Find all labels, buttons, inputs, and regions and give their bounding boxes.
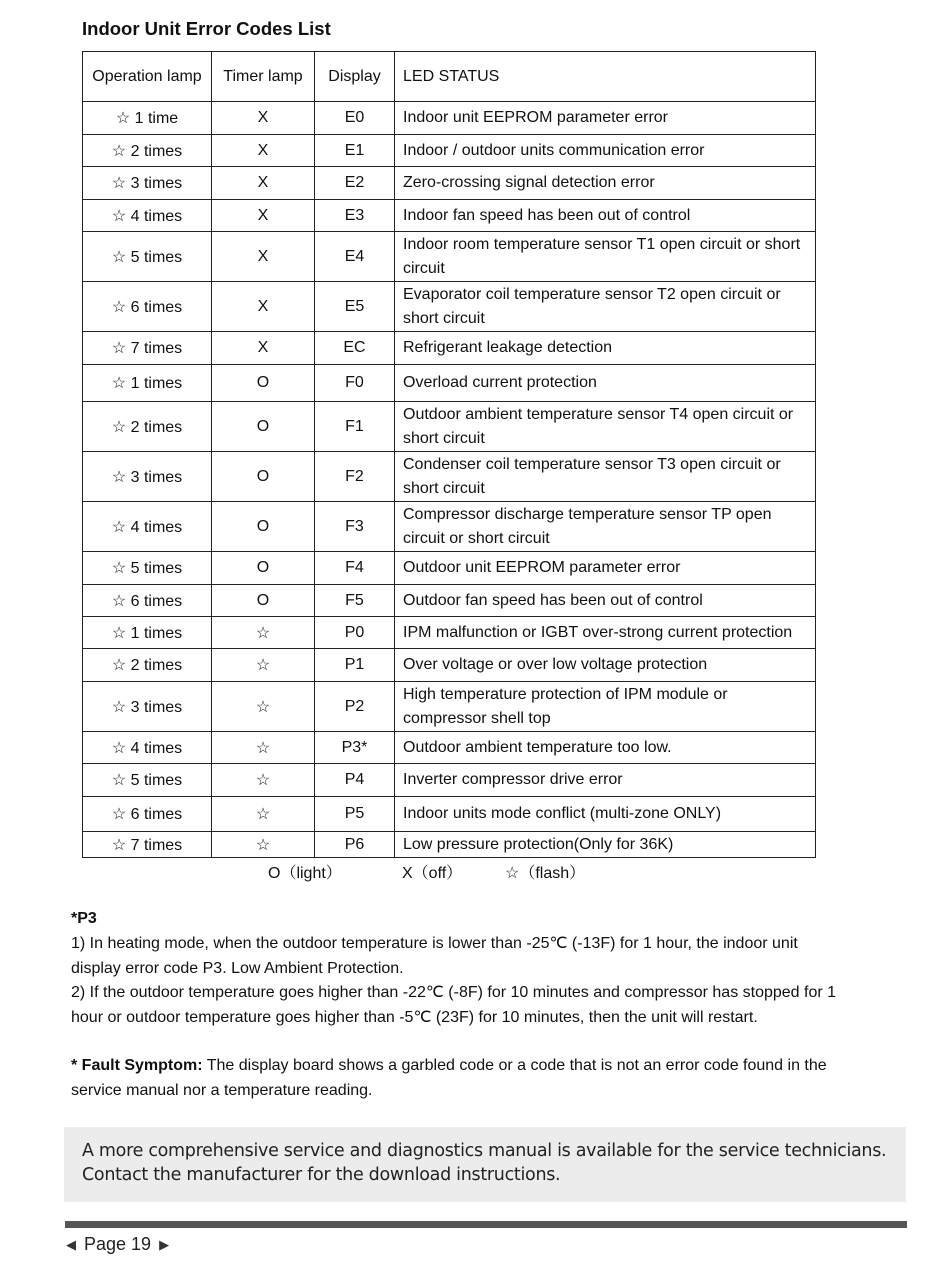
p3-note-2: 2) If the outdoor temperature goes higher than -22℃ (-8F) for 10 minutes and compressor has stopped for 1 hour or outdoor temperature goes higher than -5℃ (23F) for 10 minutes, then the unit will restart. (71, 984, 837, 1026)
display-code-cell: F5 (315, 585, 395, 617)
legend-light: O（light） (268, 865, 342, 882)
display-code-cell: P1 (315, 649, 395, 682)
led-status-cell: Outdoor fan speed has been out of control (395, 585, 816, 617)
display-code-cell: E2 (315, 167, 395, 200)
led-status-cell: Indoor fan speed has been out of control (395, 200, 816, 232)
timer-lamp-cell: X (212, 167, 315, 200)
operation-lamp-cell: ☆ 7 times (83, 832, 212, 858)
header-display: Display (315, 52, 395, 102)
operation-lamp-cell: ☆ 6 times (83, 585, 212, 617)
timer-lamp-cell: X (212, 135, 315, 167)
display-code-cell: F3 (315, 502, 395, 552)
table-row (83, 649, 816, 682)
previous-page-icon[interactable]: ◀ (66, 1236, 76, 1252)
table-row (83, 682, 816, 732)
timer-lamp-cell: ☆ (212, 832, 315, 858)
operation-lamp-cell: ☆ 3 times (83, 682, 212, 732)
timer-lamp-cell: O (212, 365, 315, 402)
timer-lamp-cell: X (212, 200, 315, 232)
error-codes-table (82, 51, 816, 858)
timer-lamp-cell: O (212, 502, 315, 552)
display-code-cell: P2 (315, 682, 395, 732)
operation-lamp-cell: ☆ 6 times (83, 282, 212, 332)
table-row (83, 365, 816, 402)
display-code-cell: EC (315, 332, 395, 365)
led-status-cell: High temperature protection of IPM module or compressor shell top (395, 682, 816, 732)
operation-lamp-cell: ☆ 4 times (83, 732, 212, 764)
info-box (64, 1127, 906, 1202)
timer-lamp-cell: O (212, 585, 315, 617)
timer-lamp-cell: X (212, 332, 315, 365)
operation-lamp-cell: ☆ 2 times (83, 402, 212, 452)
next-page-icon[interactable]: ▶ (159, 1236, 170, 1252)
display-code-cell: P0 (315, 617, 395, 649)
display-code-cell: F2 (315, 452, 395, 502)
table-row (83, 552, 816, 585)
timer-lamp-cell: O (212, 452, 315, 502)
display-code-cell: F0 (315, 365, 395, 402)
page-title: Indoor Unit Error Codes List (82, 18, 331, 39)
led-status-cell: Inverter compressor drive error (395, 764, 816, 797)
header-operation-lamp: Operation lamp (83, 52, 212, 102)
timer-lamp-cell: O (212, 402, 315, 452)
table-row (83, 332, 816, 365)
table-row (83, 200, 816, 232)
timer-lamp-cell: ☆ (212, 682, 315, 732)
led-status-cell: Outdoor ambient temperature sensor T4 open circuit or short circuit (395, 402, 816, 452)
table-row (83, 585, 816, 617)
timer-lamp-cell: X (212, 232, 315, 282)
operation-lamp-cell: ☆ 6 times (83, 797, 212, 832)
led-status-cell: Indoor unit EEPROM parameter error (395, 102, 816, 135)
led-status-cell: Compressor discharge temperature sensor TP open circuit or short circuit (395, 502, 816, 552)
led-status-cell: Over voltage or over low voltage protection (395, 649, 816, 682)
table-row (83, 135, 816, 167)
legend-flash: ☆（flash） (505, 865, 586, 882)
operation-lamp-cell: ☆ 4 times (83, 502, 212, 552)
page-number: Page 19 (84, 1234, 152, 1254)
timer-lamp-cell: ☆ (212, 617, 315, 649)
display-code-cell: P4 (315, 764, 395, 797)
led-status-cell: Evaporator coil temperature sensor T2 open circuit or short circuit (395, 282, 816, 332)
operation-lamp-cell: ☆ 1 times (83, 365, 212, 402)
display-code-cell: P3* (315, 732, 395, 764)
fault-text: The display board shows a garbled code or a code that is not an error code found in the service manual nor a temperature reading. (71, 1057, 827, 1099)
operation-lamp-cell: ☆ 7 times (83, 332, 212, 365)
table-row (83, 764, 816, 797)
info-line-1: A more comprehensive service and diagnostics manual is available for the service technicians. (82, 1141, 887, 1161)
display-code-cell: F1 (315, 402, 395, 452)
legend-off: X（off） (402, 865, 463, 882)
led-status-cell: IPM malfunction or IGBT over-strong current protection (395, 617, 816, 649)
table-row (83, 232, 816, 282)
operation-lamp-cell: ☆ 3 times (83, 167, 212, 200)
timer-lamp-cell: X (212, 102, 315, 135)
display-code-cell: E5 (315, 282, 395, 332)
p3-note-1: 1) In heating mode, when the outdoor temperature is lower than -25℃ (-13F) for 1 hour, the indoor unit display error code P3. Low Ambient Protection. (71, 935, 798, 977)
fault-symptom (71, 1054, 841, 1103)
timer-lamp-cell: ☆ (212, 797, 315, 832)
led-status-cell: Outdoor ambient temperature too low. (395, 732, 816, 764)
operation-lamp-cell: ☆ 1 time (83, 102, 212, 135)
p3-heading: *P3 (71, 910, 97, 927)
display-code-cell: P6 (315, 832, 395, 858)
info-line-2: Contact the manufacturer for the download instructions. (82, 1165, 561, 1185)
table-row (83, 102, 816, 135)
led-status-cell: Zero-crossing signal detection error (395, 167, 816, 200)
table-row (83, 797, 816, 832)
header-timer-lamp: Timer lamp (212, 52, 315, 102)
led-status-cell: Indoor room temperature sensor T1 open circuit or short circuit (395, 232, 816, 282)
operation-lamp-cell: ☆ 2 times (83, 649, 212, 682)
timer-lamp-cell: X (212, 282, 315, 332)
display-code-cell: F4 (315, 552, 395, 585)
table-row (83, 282, 816, 332)
table-row (83, 167, 816, 200)
operation-lamp-cell: ☆ 2 times (83, 135, 212, 167)
timer-lamp-cell: O (212, 552, 315, 585)
display-code-cell: E3 (315, 200, 395, 232)
table-row (83, 452, 816, 502)
table-row (83, 732, 816, 764)
display-code-cell: E1 (315, 135, 395, 167)
led-status-cell: Outdoor unit EEPROM parameter error (395, 552, 816, 585)
operation-lamp-cell: ☆ 5 times (83, 232, 212, 282)
operation-lamp-cell: ☆ 4 times (83, 200, 212, 232)
timer-lamp-cell: ☆ (212, 764, 315, 797)
led-status-cell: Indoor / outdoor units communication error (395, 135, 816, 167)
led-status-cell: Refrigerant leakage detection (395, 332, 816, 365)
header-led-status: LED STATUS (395, 52, 816, 102)
led-status-cell: Overload current protection (395, 365, 816, 402)
table-row (83, 402, 816, 452)
table-row (83, 502, 816, 552)
led-status-cell: Condenser coil temperature sensor T3 open circuit or short circuit (395, 452, 816, 502)
table-header-row (83, 52, 816, 102)
pager (66, 1234, 169, 1255)
display-code-cell: E0 (315, 102, 395, 135)
operation-lamp-cell: ☆ 5 times (83, 552, 212, 585)
timer-lamp-cell: ☆ (212, 649, 315, 682)
table-row (83, 832, 816, 858)
operation-lamp-cell: ☆ 1 times (83, 617, 212, 649)
led-status-cell: Low pressure protection(Only for 36K) (395, 832, 816, 858)
display-code-cell: E4 (315, 232, 395, 282)
led-status-cell: Indoor units mode conflict (multi-zone ONLY) (395, 797, 816, 832)
table-row (83, 617, 816, 649)
display-code-cell: P5 (315, 797, 395, 832)
operation-lamp-cell: ☆ 5 times (83, 764, 212, 797)
timer-lamp-cell: ☆ (212, 732, 315, 764)
operation-lamp-cell: ☆ 3 times (83, 452, 212, 502)
fault-label: * Fault Symptom: (71, 1057, 203, 1074)
footer-divider (65, 1221, 907, 1228)
